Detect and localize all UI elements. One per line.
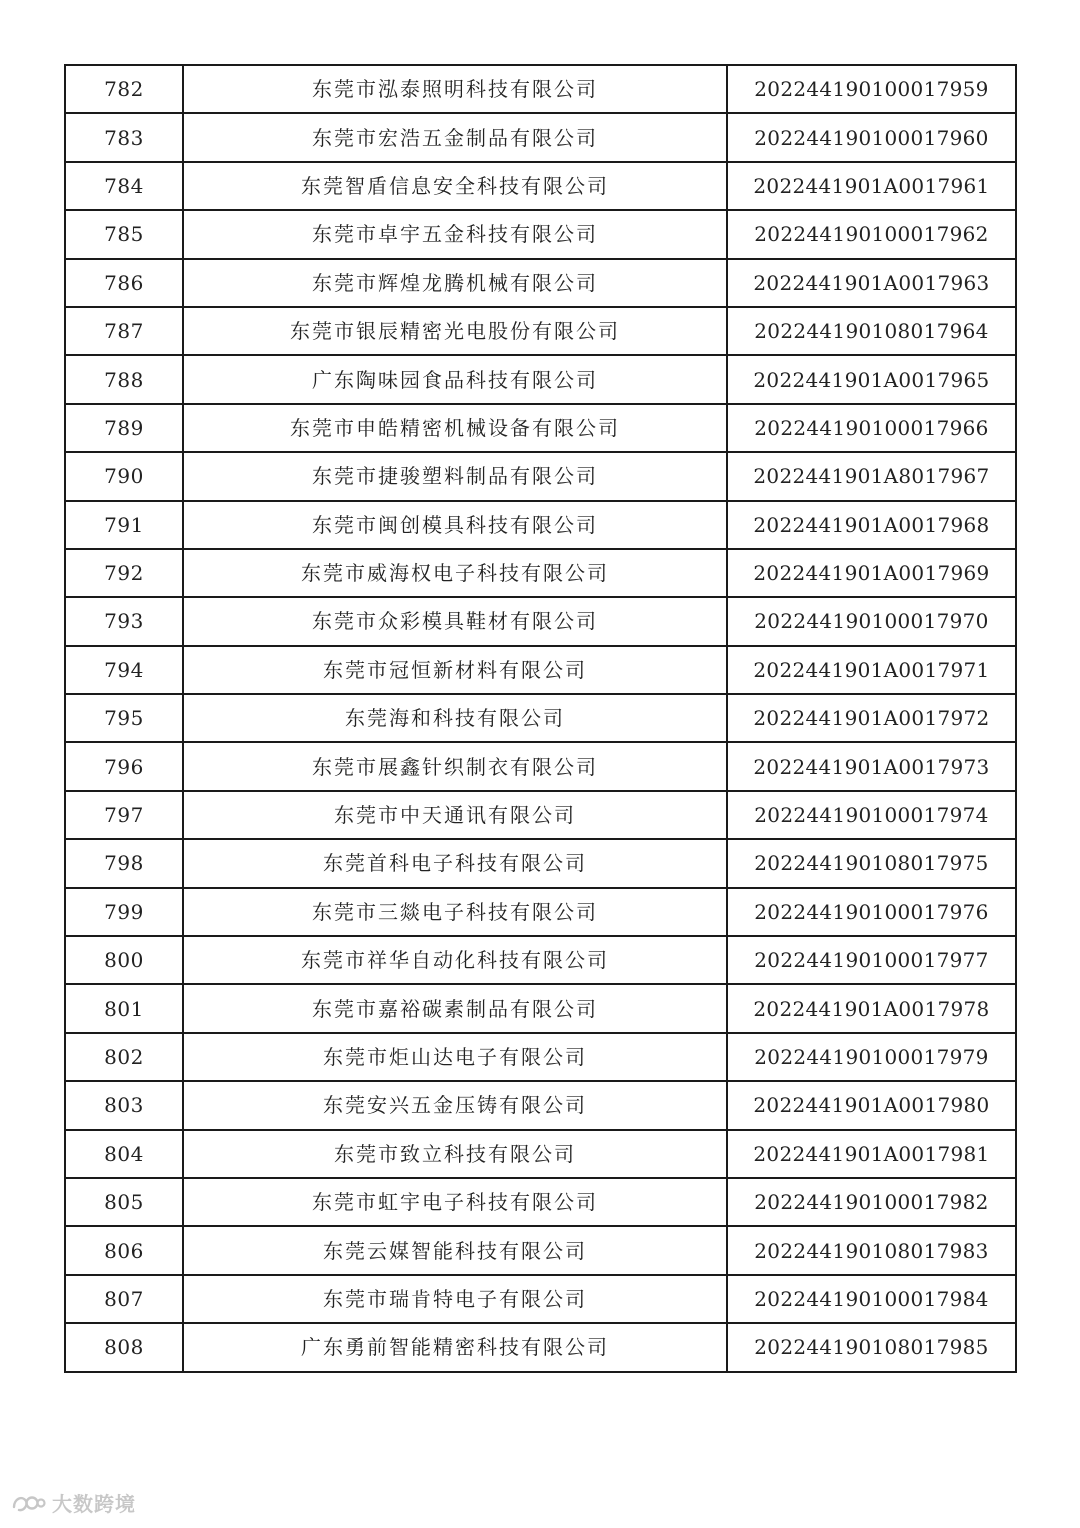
row-number-cell: 786 — [65, 259, 183, 307]
row-number-cell: 800 — [65, 936, 183, 984]
row-number-cell: 799 — [65, 888, 183, 936]
row-number-cell: 788 — [65, 355, 183, 403]
company-name-cell: 东莞市炬山达电子有限公司 — [183, 1033, 727, 1081]
company-name-cell: 广东勇前智能精密科技有限公司 — [183, 1323, 727, 1371]
company-name-cell: 东莞市辉煌龙腾机械有限公司 — [183, 259, 727, 307]
table-row — [65, 1081, 1016, 1129]
registration-code-cell: 202244190108017975 — [727, 839, 1016, 887]
registration-code-cell: 2022441901A0017980 — [727, 1081, 1016, 1129]
company-name-cell: 东莞市致立科技有限公司 — [183, 1130, 727, 1178]
registration-code-cell: 2022441901A0017981 — [727, 1130, 1016, 1178]
company-name-cell: 东莞市祥华自动化科技有限公司 — [183, 936, 727, 984]
table-row — [65, 742, 1016, 790]
company-name-cell: 东莞市宏浩五金制品有限公司 — [183, 113, 727, 161]
registration-code-cell: 2022441901A0017965 — [727, 355, 1016, 403]
table-row — [65, 1323, 1016, 1371]
table-row — [65, 936, 1016, 984]
watermark-text: 大数跨境 — [52, 1492, 136, 1516]
registration-code-cell: 2022441901A0017973 — [727, 742, 1016, 790]
row-number-cell: 793 — [65, 597, 183, 645]
registration-code-cell: 202244190100017982 — [727, 1178, 1016, 1226]
registration-code-cell: 202244190100017960 — [727, 113, 1016, 161]
company-name-cell: 东莞安兴五金压铸有限公司 — [183, 1081, 727, 1129]
company-name-cell: 东莞市展鑫针织制衣有限公司 — [183, 742, 727, 790]
table-row — [65, 791, 1016, 839]
row-number-cell: 801 — [65, 984, 183, 1032]
table-row — [65, 839, 1016, 887]
registration-code-cell: 2022441901A0017972 — [727, 694, 1016, 742]
company-name-cell: 东莞市卓宇五金科技有限公司 — [183, 210, 727, 258]
table-row — [65, 162, 1016, 210]
row-number-cell: 808 — [65, 1323, 183, 1371]
table-row — [65, 1130, 1016, 1178]
table-row — [65, 259, 1016, 307]
table-row — [65, 501, 1016, 549]
registration-code-cell: 202244190108017985 — [727, 1323, 1016, 1371]
registration-code-cell: 202244190108017983 — [727, 1226, 1016, 1274]
table-row — [65, 1275, 1016, 1323]
table-row — [65, 694, 1016, 742]
registration-code-cell: 202244190100017979 — [727, 1033, 1016, 1081]
company-name-cell: 东莞市虹宇电子科技有限公司 — [183, 1178, 727, 1226]
row-number-cell: 804 — [65, 1130, 183, 1178]
company-registry-table — [64, 64, 1017, 1373]
company-name-cell: 东莞市银辰精密光电股份有限公司 — [183, 307, 727, 355]
row-number-cell: 805 — [65, 1178, 183, 1226]
registration-code-cell: 2022441901A0017963 — [727, 259, 1016, 307]
table-row — [65, 597, 1016, 645]
company-name-cell: 东莞智盾信息安全科技有限公司 — [183, 162, 727, 210]
watermark — [10, 1488, 136, 1517]
registration-code-cell: 202244190108017964 — [727, 307, 1016, 355]
row-number-cell: 783 — [65, 113, 183, 161]
company-name-cell: 东莞市众彩模具鞋材有限公司 — [183, 597, 727, 645]
company-name-cell: 东莞市瑞肯特电子有限公司 — [183, 1275, 727, 1323]
row-number-cell: 784 — [65, 162, 183, 210]
row-number-cell: 795 — [65, 694, 183, 742]
registration-code-cell: 202244190100017984 — [727, 1275, 1016, 1323]
registration-code-cell: 202244190100017977 — [727, 936, 1016, 984]
row-number-cell: 794 — [65, 646, 183, 694]
row-number-cell: 787 — [65, 307, 183, 355]
registration-code-cell: 2022441901A0017971 — [727, 646, 1016, 694]
registration-code-cell: 2022441901A0017961 — [727, 162, 1016, 210]
company-name-cell: 广东陶味园食品科技有限公司 — [183, 355, 727, 403]
table-row — [65, 1033, 1016, 1081]
company-name-cell: 东莞市威海权电子科技有限公司 — [183, 549, 727, 597]
registration-code-cell: 2022441901A0017978 — [727, 984, 1016, 1032]
table-row — [65, 65, 1016, 113]
row-number-cell: 792 — [65, 549, 183, 597]
registration-code-cell: 202244190100017966 — [727, 404, 1016, 452]
registration-code-cell: 202244190100017976 — [727, 888, 1016, 936]
registration-code-cell: 202244190100017962 — [727, 210, 1016, 258]
company-name-cell: 东莞市申皓精密机械设备有限公司 — [183, 404, 727, 452]
company-name-cell: 东莞市嘉裕碳素制品有限公司 — [183, 984, 727, 1032]
table-row — [65, 984, 1016, 1032]
table-row — [65, 210, 1016, 258]
table-row — [65, 404, 1016, 452]
company-name-cell: 东莞市闽创模具科技有限公司 — [183, 501, 727, 549]
row-number-cell: 796 — [65, 742, 183, 790]
registration-code-cell: 2022441901A0017968 — [727, 501, 1016, 549]
row-number-cell: 790 — [65, 452, 183, 500]
table-row — [65, 1178, 1016, 1226]
company-name-cell: 东莞市中天通讯有限公司 — [183, 791, 727, 839]
brand-logo-icon — [10, 1491, 46, 1515]
registration-code-cell: 2022441901A0017969 — [727, 549, 1016, 597]
registration-code-cell: 2022441901A8017967 — [727, 452, 1016, 500]
registration-code-cell: 202244190100017974 — [727, 791, 1016, 839]
row-number-cell: 782 — [65, 65, 183, 113]
row-number-cell: 803 — [65, 1081, 183, 1129]
row-number-cell: 806 — [65, 1226, 183, 1274]
registry-table-body — [65, 65, 1016, 1372]
row-number-cell: 797 — [65, 791, 183, 839]
table-row — [65, 646, 1016, 694]
registration-code-cell: 202244190100017959 — [727, 65, 1016, 113]
row-number-cell: 802 — [65, 1033, 183, 1081]
company-name-cell: 东莞市泓泰照明科技有限公司 — [183, 65, 727, 113]
table-row — [65, 113, 1016, 161]
company-name-cell: 东莞市捷骏塑料制品有限公司 — [183, 452, 727, 500]
registration-code-cell: 202244190100017970 — [727, 597, 1016, 645]
table-row — [65, 1226, 1016, 1274]
row-number-cell: 798 — [65, 839, 183, 887]
row-number-cell: 789 — [65, 404, 183, 452]
table-row — [65, 307, 1016, 355]
table-row — [65, 888, 1016, 936]
row-number-cell: 791 — [65, 501, 183, 549]
row-number-cell: 807 — [65, 1275, 183, 1323]
company-name-cell: 东莞市三燚电子科技有限公司 — [183, 888, 727, 936]
company-name-cell: 东莞海和科技有限公司 — [183, 694, 727, 742]
table-row — [65, 452, 1016, 500]
company-name-cell: 东莞市冠恒新材料有限公司 — [183, 646, 727, 694]
company-name-cell: 东莞首科电子科技有限公司 — [183, 839, 727, 887]
table-row — [65, 549, 1016, 597]
company-name-cell: 东莞云媒智能科技有限公司 — [183, 1226, 727, 1274]
row-number-cell: 785 — [65, 210, 183, 258]
table-row — [65, 355, 1016, 403]
